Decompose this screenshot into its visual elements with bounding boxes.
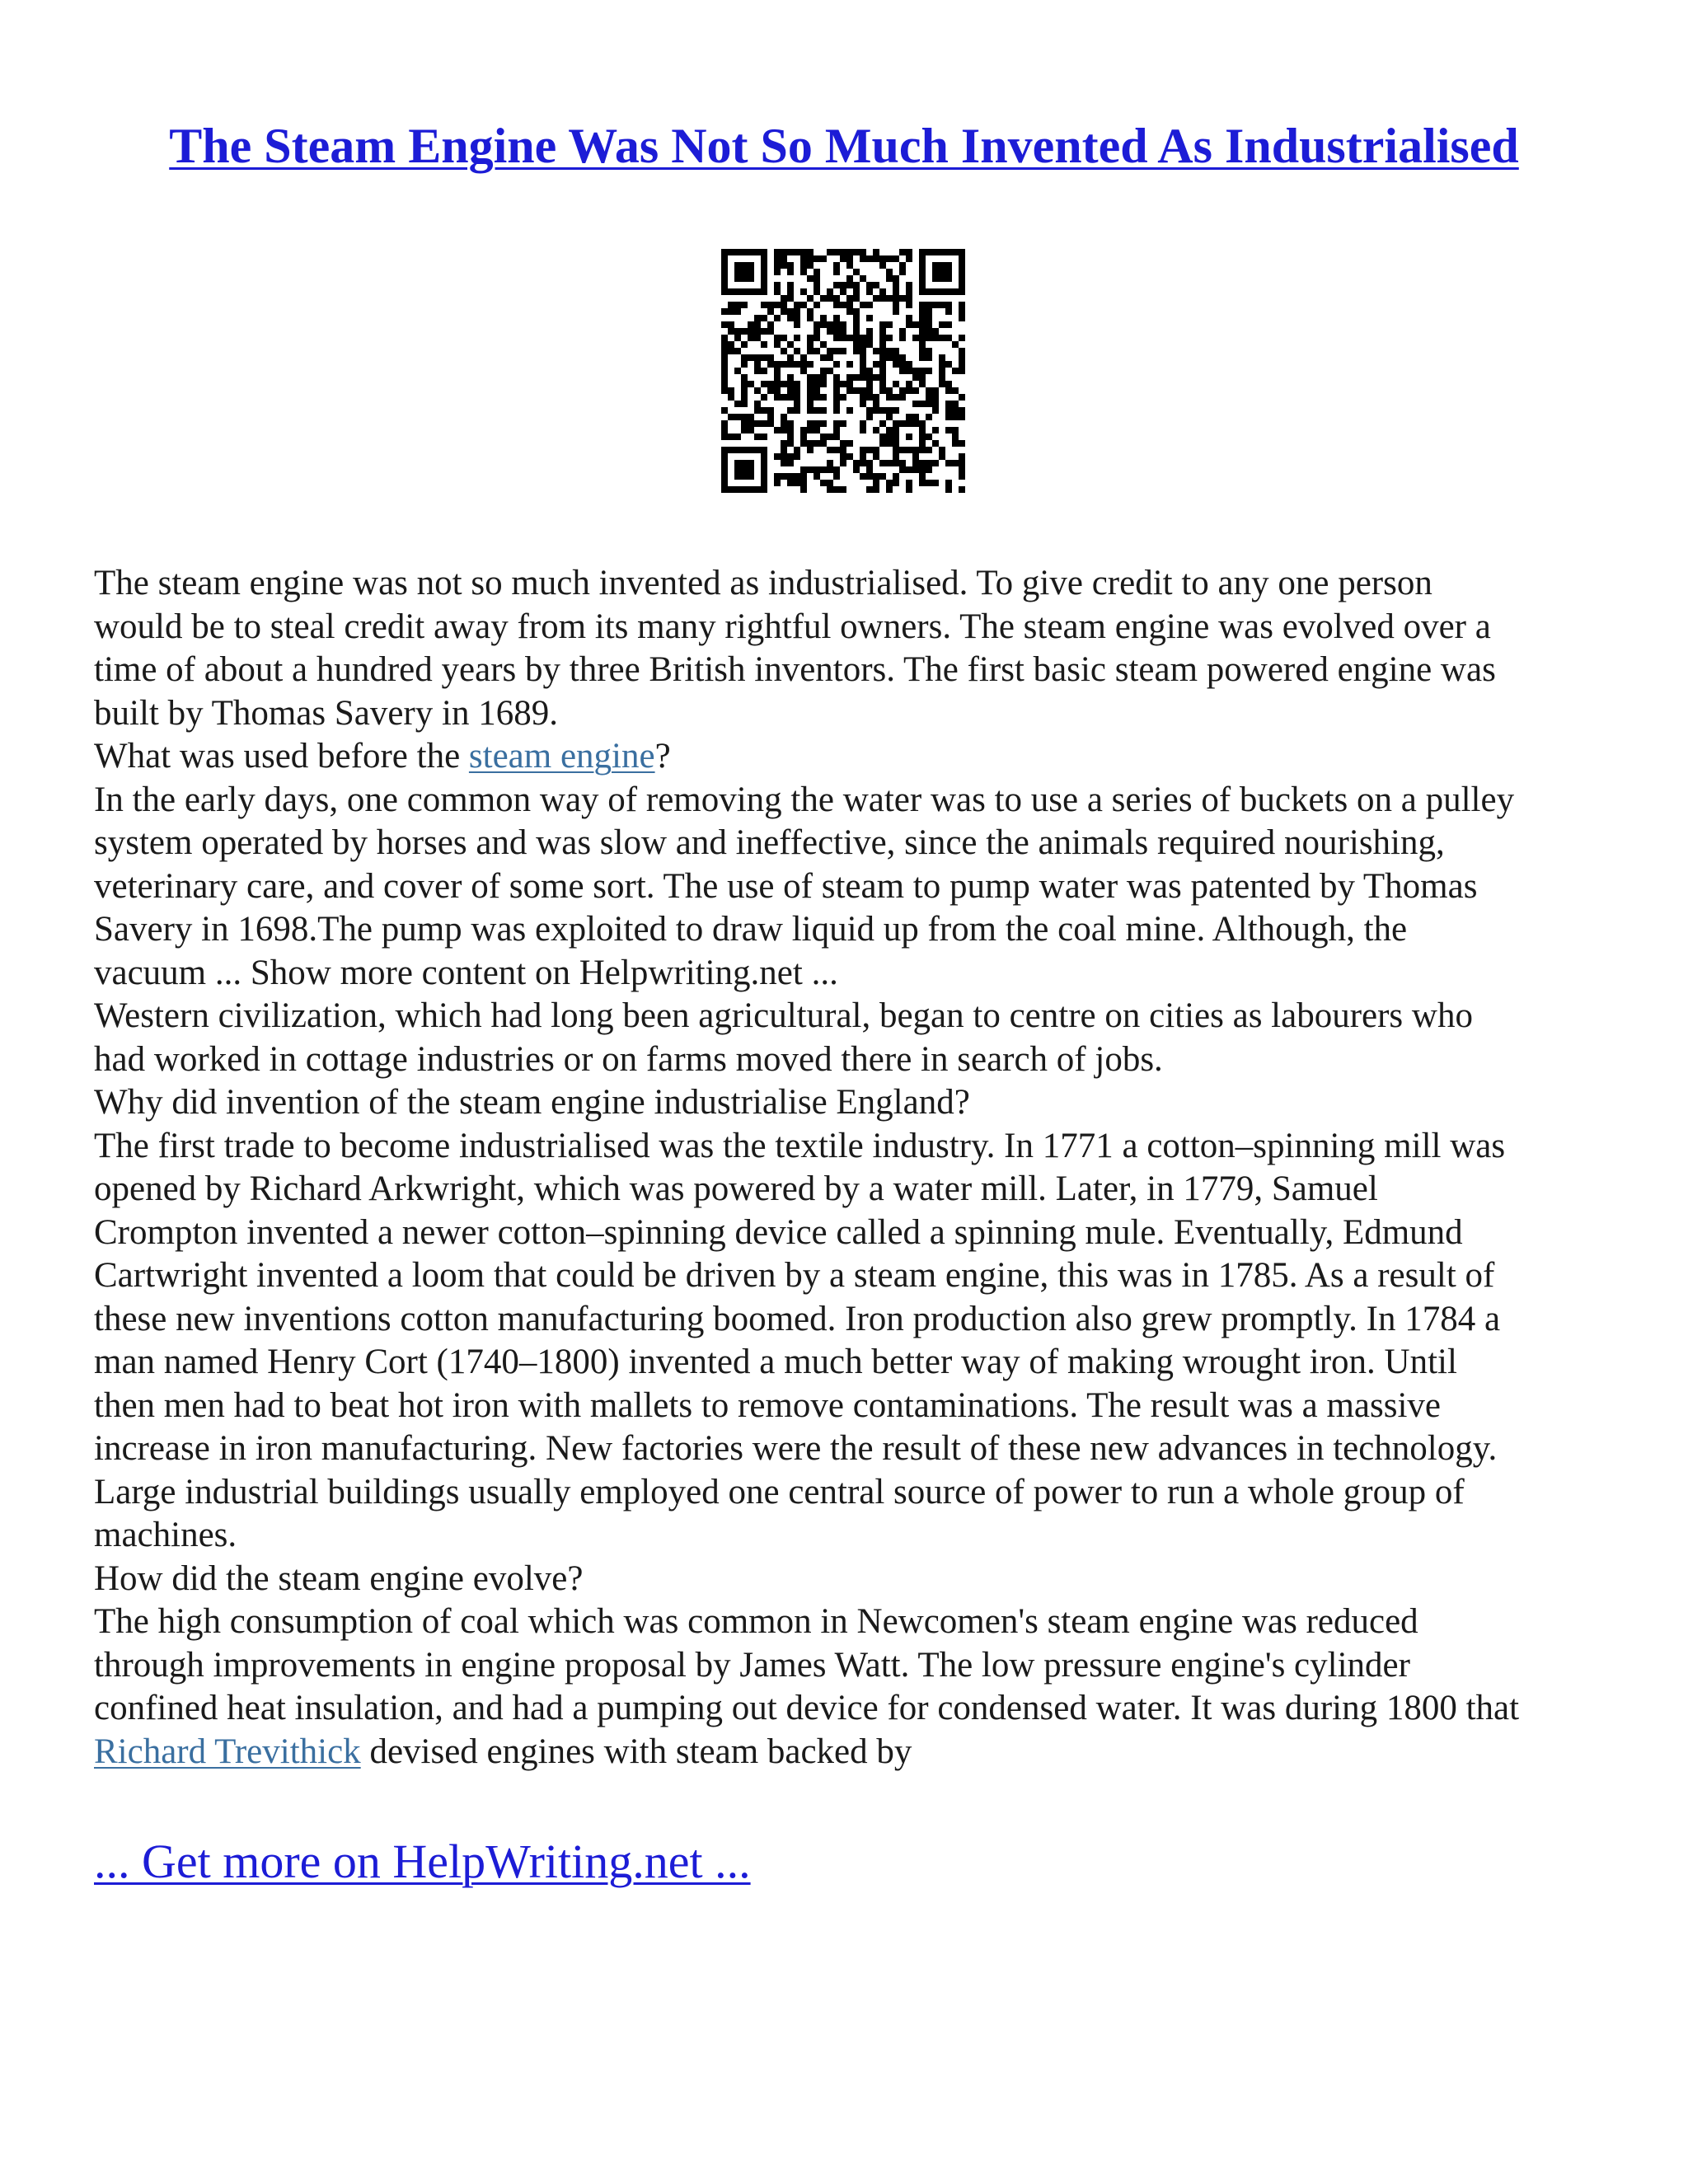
- get-more-link[interactable]: ... Get more on HelpWriting.net ...: [94, 1835, 751, 1888]
- body-line: opened by Richard Arkwright, which was powered by a water mill. Later, in 1779, Samuel: [94, 1169, 1378, 1208]
- body-line: man named Henry Cort (1740–1800) invented a much better way of making wrought iron. Until: [94, 1343, 1457, 1381]
- document-title-link[interactable]: The Steam Engine Was Not So Much Invented As Industrialised: [169, 119, 1519, 173]
- body-line: confined heat insulation, and had a pumping out device for condensed water. It was during 1800 that: [94, 1689, 1520, 1727]
- intro-line: time of about a hundred years by three British inventors. The first basic steam powered engine was: [94, 650, 1496, 689]
- steam-engine-link[interactable]: steam engine: [468, 737, 655, 776]
- intro-line: would be to steal credit away from its many rightful owners. The steam engine was evolved over a: [94, 607, 1491, 646]
- intro-paragraph: [94, 562, 1602, 735]
- body-line: increase in iron manufacturing. New factories were the result of these new advances in technology.: [94, 1429, 1498, 1468]
- body-line: veterinary care, and cover of some sort. The use of steam to pump water was patented by Thomas: [94, 866, 1478, 906]
- body-line: had worked in cottage industries or on farms moved there in search of jobs.: [94, 1039, 1163, 1079]
- article-body: [94, 562, 1602, 1774]
- main-paragraphs: [94, 779, 1602, 1731]
- last-line: Richard Trevithick devised engines with steam backed by: [94, 1732, 912, 1771]
- body-line: Large industrial buildings usually employed one central source of power to run a whole group of: [94, 1472, 1465, 1511]
- richard-trevithick-link[interactable]: Richard Trevithick: [94, 1732, 361, 1771]
- body-line: Why did invention of the steam engine industrialise England?: [94, 1083, 970, 1122]
- body-line: these new inventions cotton manufacturing boomed. Iron production also grew promptly. In 1784 a: [94, 1299, 1501, 1338]
- question-before-steam-engine: What was used before the steam engine?: [94, 737, 671, 776]
- body-line: Savery in 1698.The pump was exploited to draw liquid up from the coal mine. Although, the: [94, 910, 1408, 949]
- body-line: machines.: [94, 1516, 237, 1554]
- body-line: Western civilization, which had long been agricultural, began to centre on cities as labourers who: [94, 996, 1473, 1035]
- body-line: Crompton invented a newer cotton–spinning device called a spinning mule. Eventually, Edmund: [94, 1212, 1463, 1252]
- body-line: In the early days, one common way of removing the water was to use a series of buckets on a pulley: [94, 780, 1515, 819]
- intro-line: The steam engine was not so much invented as industrialised. To give credit to any one person: [94, 564, 1432, 602]
- body-line: The high consumption of coal which was common in Newcomen's steam engine was reduced: [94, 1602, 1418, 1641]
- body-line: Cartwright invented a loom that could be driven by a steam engine, this was in 1785. As a result of: [94, 1256, 1495, 1295]
- body-line: vacuum ... Show more content on Helpwriting.net ...: [94, 953, 838, 992]
- body-line: then men had to beat hot iron with mallets to remove contaminations. The result was a massive: [94, 1385, 1442, 1425]
- intro-line: built by Thomas Savery in 1689.: [94, 693, 558, 733]
- body-line: How did the steam engine evolve?: [94, 1558, 584, 1598]
- qr-code-icon: [721, 249, 965, 493]
- body-line: system operated by horses and was slow and ineffective, since the animals required nourishing,: [94, 823, 1445, 862]
- body-line: The first trade to become industrialised was the textile industry. In 1771 a cotton–spinning mill was: [94, 1126, 1506, 1165]
- body-line: through improvements in engine proposal by James Watt. The low pressure engine's cylinder: [94, 1645, 1410, 1685]
